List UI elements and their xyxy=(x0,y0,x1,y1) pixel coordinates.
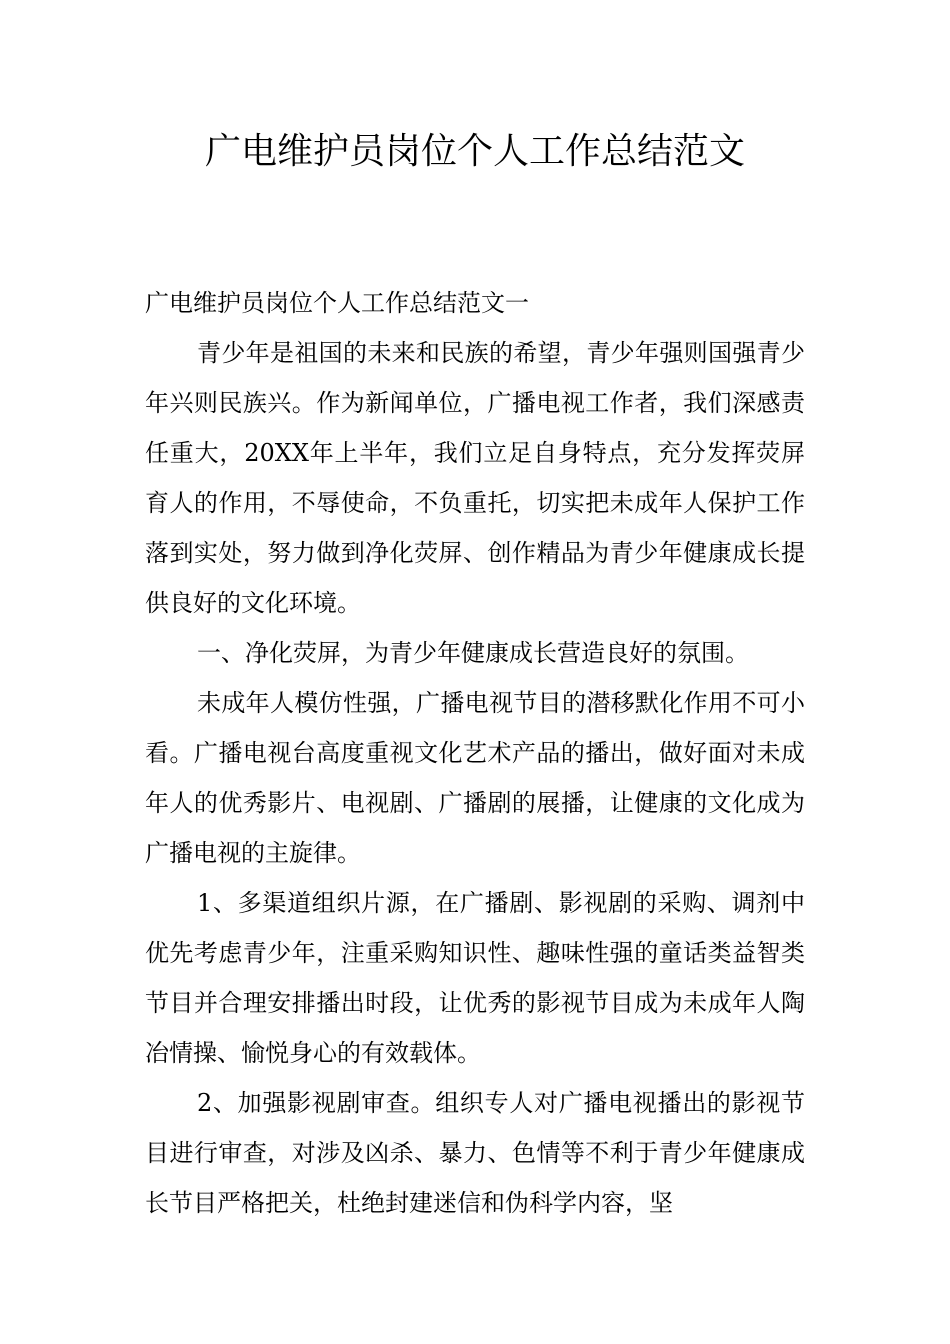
paragraph: 1、多渠道组织片源，在广播剧、影视剧的采购、调剂中优先考虑青少年，注重采购知识性、趣味性强的童话类益智类节目并合理安排播出时段，让优秀的影视节目成为未成年人陶冶情操、愉悦身心的有效载体。 xyxy=(145,889,805,1067)
paragraph: 青少年是祖国的未来和民族的希望，青少年强则国强青少年兴则民族兴。作为新闻单位，广播电视工作者，我们深感责任重大，20XX年上半年，我们立足自身特点，充分发挥荧屏育人的作用，不辱使命，不负重托，切实把未成年人保护工作落到实处，努力做到净化荧屏、创作精品为青少年健康成长提供良好的文化环境。 xyxy=(145,339,805,617)
document-body xyxy=(145,278,805,1228)
paragraph: 一、净化荧屏，为青少年健康成长营造良好的氛围。 xyxy=(197,639,749,667)
paragraph: 未成年人模仿性强，广播电视节目的潜移默化作用不可小看。广播电视台高度重视文化艺术产品的播出，做好面对未成年人的优秀影片、电视剧、广播剧的展播，让健康的文化成为广播电视的主旋律。 xyxy=(145,689,805,867)
section-heading: 广电维护员岗位个人工作总结范文一 xyxy=(145,289,529,317)
paragraph: 2、加强影视剧审查。组织专人对广播电视播出的影视节目进行审查，对涉及凶杀、暴力、色情等不利于青少年健康成长节目严格把关，杜绝封建迷信和伪科学内容，坚 xyxy=(145,1089,805,1217)
document-title: 广电维护员岗位个人工作总结范文 xyxy=(204,131,745,172)
